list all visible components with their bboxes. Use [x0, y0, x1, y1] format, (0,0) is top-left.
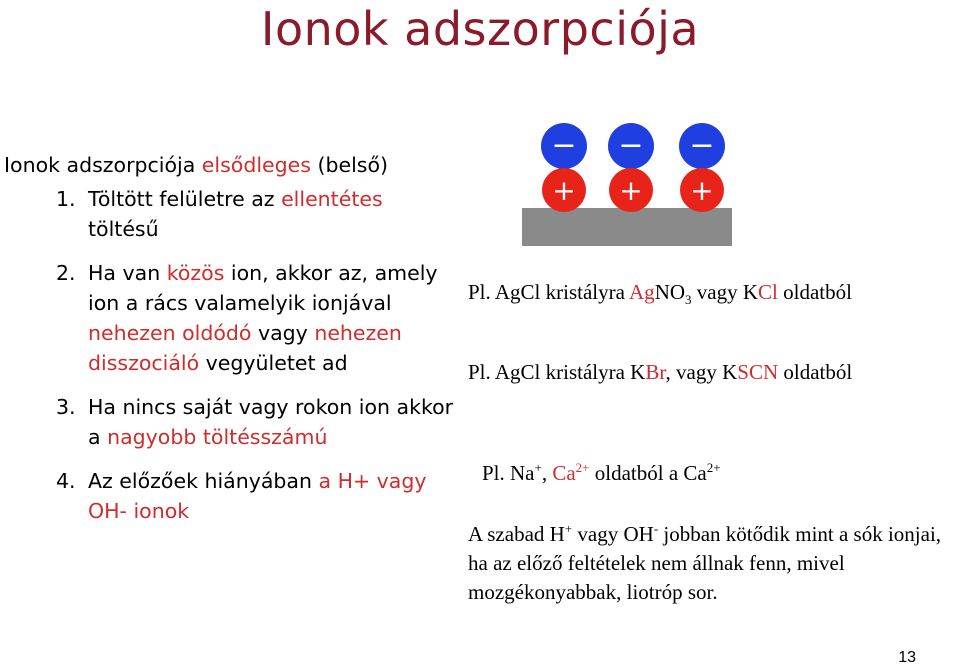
example-kbr: [468, 360, 852, 385]
para-text: A szabad H: [468, 522, 565, 546]
item-highlight: nehezen oldódó: [88, 321, 252, 345]
adsorption-illustration: [522, 122, 732, 246]
minus-sign: −: [689, 128, 715, 163]
intro-line: [4, 150, 454, 180]
item-text: vegyületet ad: [199, 351, 348, 375]
list-item-4: [4, 466, 454, 526]
example-calcium: [482, 460, 721, 486]
para-text: jobban kötődik mint a sók ionjai, ha az előző feltételek nem állnak fenn, mivel mozgékonyabbak, liotróp sor.: [468, 522, 942, 604]
superscript: 2+: [575, 460, 590, 475]
item-text: ion, akkor az, amely ion a rács valamelyik ionjával: [88, 261, 438, 315]
item-text: Töltött felületre az: [88, 187, 282, 211]
item-highlight: a H+ vagy OH- ionok: [88, 469, 427, 523]
item-text: vagy: [251, 321, 315, 345]
example-highlight: Ca: [552, 461, 576, 485]
plus-sign: +: [552, 174, 576, 207]
example-text: oldatból a Ca: [589, 461, 707, 485]
item-highlight: ellentétes: [281, 187, 383, 211]
item-text: Az előzőek hiányában: [88, 469, 319, 493]
example-text: , vagy K: [665, 360, 738, 384]
list-item-3: [4, 392, 454, 452]
plus-sign: +: [619, 174, 643, 207]
minus-sign: −: [618, 128, 644, 163]
cation-layer: [542, 168, 724, 212]
list-number: 2.: [56, 261, 76, 285]
list-item-2: [4, 258, 454, 378]
page-number: 13: [898, 649, 916, 666]
list-number: 1.: [56, 187, 76, 211]
example-agno3: [468, 280, 852, 308]
example-text: Pl. AgCl kristályra: [468, 280, 630, 304]
intro-prefix: Ionok adszorpciója: [4, 153, 202, 177]
item-highlight: közös: [166, 261, 225, 285]
list-item-1: [4, 184, 454, 244]
example-text: vagy K: [691, 280, 759, 304]
item-highlight: nagyobb töltésszámú: [107, 425, 328, 449]
example-text: oldatból: [778, 360, 853, 384]
item-text: Ha van: [88, 261, 167, 285]
example-text: oldatból: [777, 280, 852, 304]
subscript: 3: [685, 292, 692, 308]
explanation-paragraph: [468, 514, 960, 607]
superscript: +: [564, 521, 573, 536]
example-text: Pl. AgCl kristályra K: [468, 360, 646, 384]
example-text: NO: [654, 280, 686, 304]
list-number: 3.: [56, 395, 76, 419]
list-number: 4.: [56, 469, 76, 493]
superscript: +: [534, 460, 542, 475]
item-highlight: nehezen disszociáló: [88, 321, 402, 375]
example-text: ,: [541, 461, 553, 485]
superscript: -: [653, 521, 659, 536]
example-text: Pl. Na: [482, 461, 535, 485]
example-highlight: SCN: [737, 360, 779, 384]
example-highlight: Br: [645, 360, 666, 384]
left-column: [4, 150, 454, 540]
item-text: töltésű: [88, 217, 159, 241]
intro-highlight: elsődleges: [201, 153, 311, 177]
example-highlight: Cl: [758, 280, 778, 304]
superscript: 2+: [706, 460, 721, 475]
crystal-surface: [522, 208, 732, 246]
intro-suffix: (belső): [310, 153, 389, 177]
para-text: vagy OH: [572, 522, 654, 546]
example-highlight: Ag: [629, 280, 655, 304]
anion-layer: [541, 123, 725, 169]
item-text: Ha nincs saját vagy rokon ion akkor a: [88, 395, 454, 449]
plus-sign: +: [690, 174, 714, 207]
minus-sign: −: [551, 128, 577, 163]
page-title: Ionok adszorpciója: [260, 2, 700, 56]
